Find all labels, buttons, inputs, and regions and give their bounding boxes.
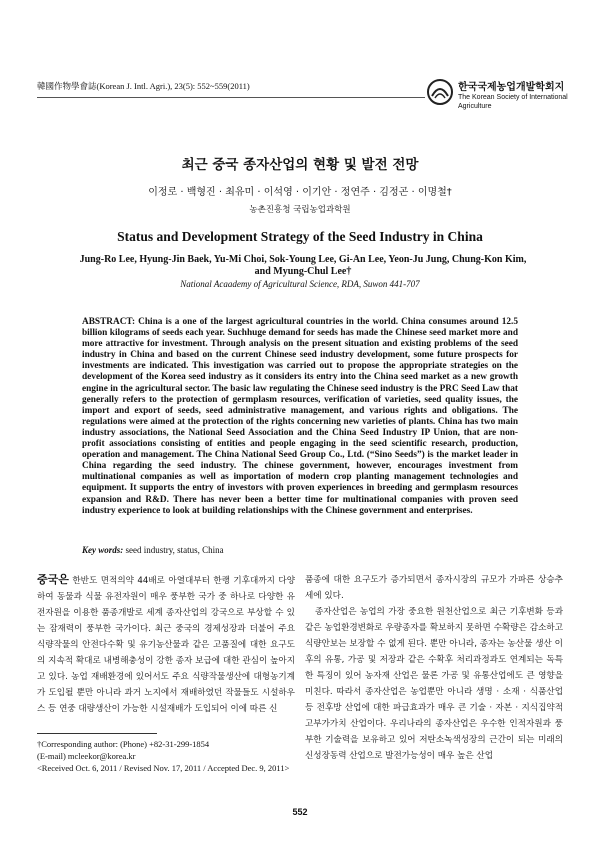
- body-paragraph: 품종에 대한 요구도가 증가되면서 종자시장의 규모가 가파른 상승추세에 있다.: [305, 575, 563, 601]
- footnote-corresponding: †Corresponding author: (Phone) +82-31-299-1854: [37, 739, 210, 749]
- footnote-email: (E-mail) mcleekor@korea.kr: [37, 751, 136, 761]
- keywords: [82, 545, 224, 555]
- affiliation-korean: 농촌진흥청 국립농업과학원: [249, 205, 351, 215]
- journal-citation: 韓國作物學會誌(Korean J. Intl. Agri.), 23(5): 552~559(2011): [37, 81, 250, 91]
- title-korean: 최근 중국 종자산업의 현황 및 발전 전망: [181, 157, 419, 173]
- society-name-en: The Korean Society of International Agriculture: [458, 94, 568, 110]
- authors-english: Jung-Ro Lee, Hyung-Jin Baek, Yu-Mi Choi, Sok-Young Lee, Gi-An Lee, Yeon-Ju Jung, Chung-Kon Kim, and Myung-Chul Lee†: [79, 254, 527, 277]
- body-text: 한반도 면적의약 44배로 아열대부터 한랭 기후대까지 다양하여 동물과 식물 유전자원이 매우 풍부한 국가 중 하나로 다양한 유전자원을 이용한 품종개발로 세계 종자산업의 강국으로 부상할 수 있는 잠재력이 풍부한 국가이다. 최근 중국의 경제성장과 더불어 주요 식량작물의 안전다수확 및 유기농산물과 같은 고품질에 대한 요구도의 지속적 확대로 내병해충성이 강한 종자 보급에 대한 관심이 높아지고 있다. 농업 재배환경에 있어서도 주요 식량작물생산에 대형농기계가 도입될 뿐만 아니라 과거 노지에서 재배하였던 작물들도 시설하우스 등 연중 대량생산이 가능한 시설재배가 도입되어 이에 따른 신: [37, 576, 295, 714]
- society-name-ko: 한국국제농업개발학회지: [458, 82, 565, 93]
- footnote-received: <Received Oct. 6, 2011 / Revised Nov. 17, 2011 / Accepted Dec. 9, 2011>: [37, 763, 290, 773]
- lead-word: 중국은: [37, 573, 69, 586]
- society-logo: [426, 76, 576, 116]
- footnote-rule: [37, 733, 157, 734]
- body-column-left: [37, 572, 295, 734]
- body-column-right: [305, 572, 563, 822]
- society-emblem-icon: [426, 78, 454, 106]
- title-english: Status and Development Strategy of the Seed Industry in China: [117, 229, 483, 244]
- page-number: 552: [292, 807, 308, 817]
- body-paragraph: [37, 572, 295, 717]
- footnote: [37, 738, 302, 774]
- abstract: ABSTRACT: China is a one of the largest agricultural countries in the world. China consumes around 12.5 billion kilograms of seeds each year. Suchhuge demand for seeds has made the Chinese seed market more and more attractive for investment. Through analysis on the present situation and existing problems of the seed industry in China and based on the current Chinese seed industry development, some future prospects for investments are indicated. This investigation was carried out to propose the appropriate strategies on the development of the Korea seed industry as it considers its entry into the China seed market as a new growth engine in the agricultural sector. The basic law regulating the Chinese seed industry is the PRC Seed Law that generally refers to the protection of germplasm resources, verification of varieties, seed quality issues, the import and export of seeds, seed administrative management, and various rights and obligations. The regulations were aimed at the protection of the rights concerning new varieties of plants. China has two main industry associations, the National Seed Association and the China Seed Industry IP Union, that are non-profit associations consisting of entities and people engaging in the seed scientific research, production, operation and management. The China National Seed Group Co., Ltd. (“Sino Seeds”) is the market leader in China regarding the seed industry. The chinese government, however, encourages investment from multinational companies as well as importation of modern crop planting management technologies and equipment. It supports the entry of investors with proven experiences in breeding and germplasm resources expansion and R&D. There has never been a better time for multinational companies with proven seed industry experience to look at building relationships with the Chinese government and enterprises.: [82, 317, 518, 516]
- body-paragraph: 종자산업은 농업의 가장 중요한 원천산업으로 최근 기후변화 등과 같은 농업환경변화로 우량종자를 확보하지 못하면 수확량은 감소하고 식량안보는 보장할 수 없게 된다. 뿐만 아니라, 종자는 농산물 생산 이후의 유통, 가공 및 저장과 같은 수확후 처리과정과도 연계되는 독특한 특징이 있어 농자재 산업은 물론 가공 및 유통산업에도 큰 영향을 미친다. 따라서 종자산업은 농업뿐만 아니라 생명 · 소재 · 식품산업 등 전후방 산업에 대한 파급효과가 매우 큰 기술 · 자본 · 지식집약적 고부가가치 산업이다. 우리나라의 종자산업은 우수한 인적자원과 풍부한 기술력을 보유하고 있어 저탄소녹색성장의 근간이 되는 미래의 신성장동력 산업으로 발전가능성이 매우 높은 산업: [305, 607, 563, 761]
- keywords-label: Key words:: [82, 545, 124, 555]
- keywords-text: seed industry, status, China: [125, 545, 224, 555]
- authors-korean: 이정로 · 백형진 · 최유미 · 이석영 · 이기안 · 정연주 · 김정곤 · 이명철†: [148, 187, 452, 198]
- affiliation-english: National Acaademy of Agricultural Science, RDA, Suwon 441-707: [180, 279, 420, 289]
- header-rule: [37, 97, 425, 98]
